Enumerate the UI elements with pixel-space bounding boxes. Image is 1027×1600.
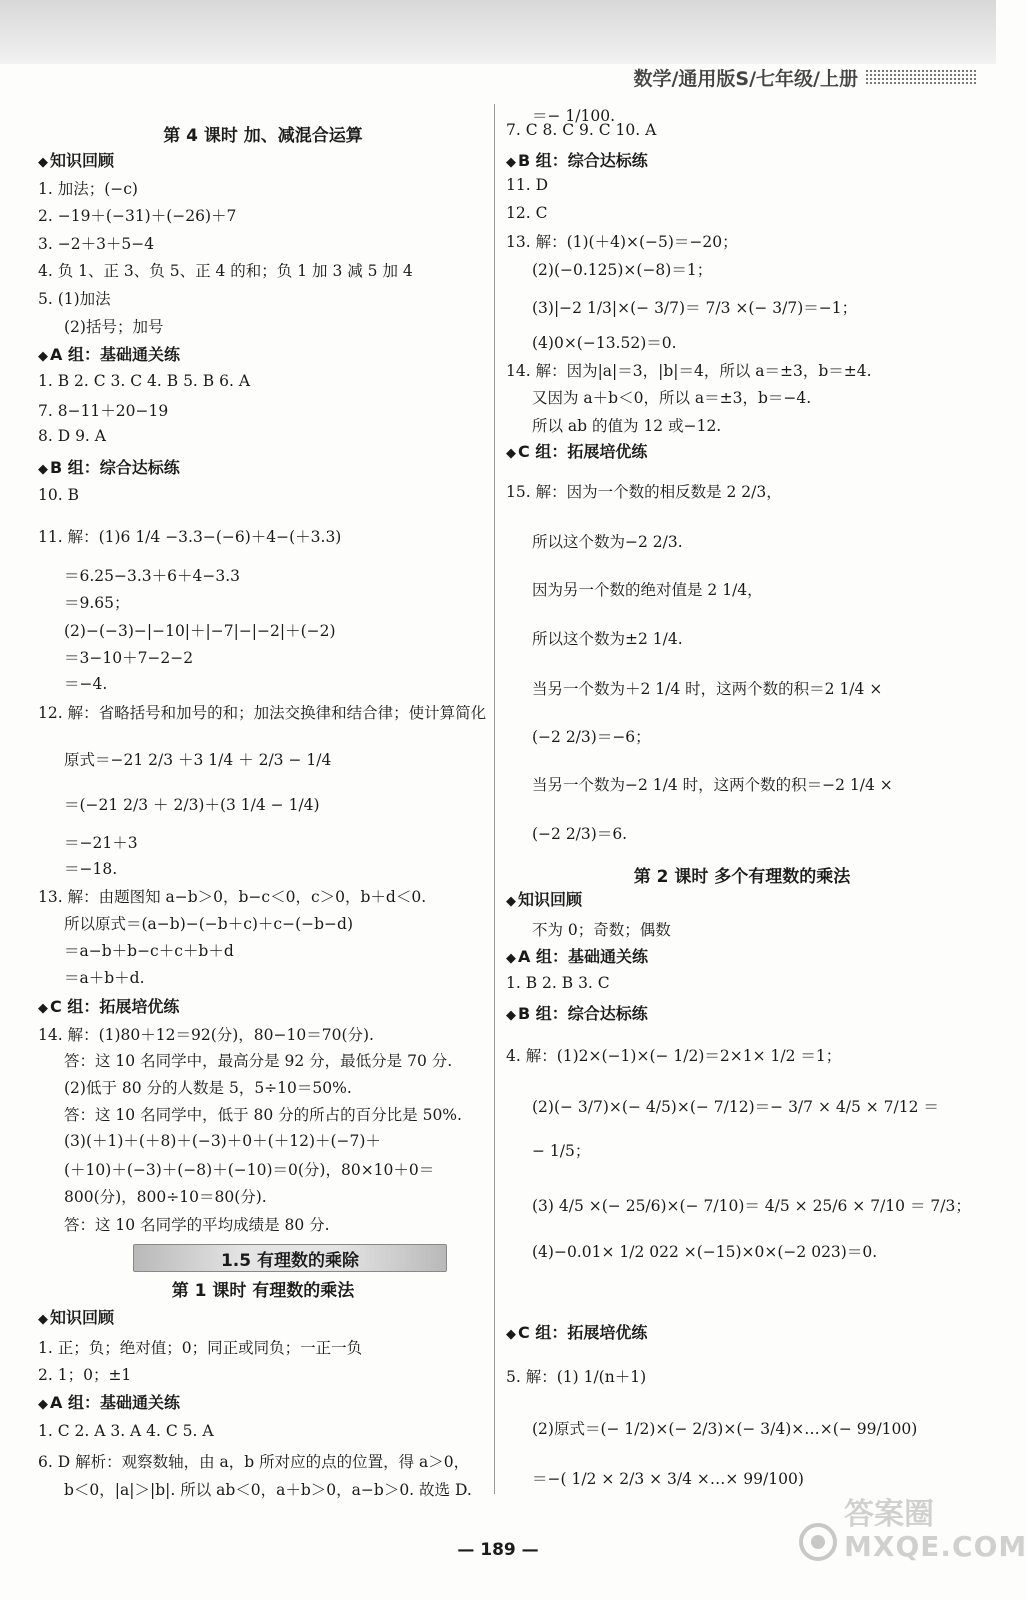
answer-line: (4)−0.01× 1/2 022 ×(−15)×0×(−2 023)＝0. [532, 1243, 878, 1261]
answer-line: 12. C [506, 204, 548, 222]
diamond-bullet-icon: ◆ [38, 462, 48, 477]
answer-line: − 1/5； [532, 1142, 591, 1160]
section-heading-text: 知识回顾 [50, 151, 115, 170]
section-heading [506, 944, 648, 967]
section-heading [506, 1320, 647, 1343]
answer-line: 3. −2＋3＋5−4 [38, 235, 155, 253]
answer-line: ＝3−10＋7−2−2 [64, 649, 194, 667]
section-heading [506, 1001, 648, 1024]
section-heading-text: B 组：综合达标练 [518, 1004, 648, 1023]
section-heading-text: A 组：基础通关练 [50, 345, 180, 364]
section-heading [506, 148, 648, 171]
section-heading-text: A 组：基础通关练 [50, 1393, 180, 1412]
diamond-bullet-icon: ◆ [38, 1397, 48, 1412]
answer-line: 14. 解：因为|a|＝3，|b|＝4，所以 a＝±3，b＝±4. [506, 362, 872, 380]
answer-line: (4)0×(−13.52)＝0. [532, 334, 677, 352]
answer-line: 11. D [506, 176, 549, 194]
answer-line: 14. 解：(1)80＋12＝92(分)，80−10＝70(分). [38, 1026, 374, 1044]
column-divider [494, 104, 495, 1494]
page-header [619, 62, 978, 92]
section-heading-text: C 组：拓展培优练 [518, 1323, 648, 1342]
answer-line: (2)(− 3/7)×(− 4/5)×(− 7/12)＝− 3/7 × 4/5 × 7/12 ＝ [532, 1098, 939, 1116]
answer-line: 11. 解：(1)6 1/4 −3.3−(−6)＋4−(＋3.3) [38, 528, 342, 546]
section-heading [38, 1305, 114, 1328]
answer-line: 6. D 解析：观察数轴，由 a，b 所对应的点的位置，得 a＞0， [38, 1453, 470, 1471]
watermark-logo [796, 1498, 1027, 1562]
answer-line: 所以这个数为−2 2/3. [532, 533, 683, 551]
answer-line: (2)低于 80 分的人数是 5，5÷10＝50%. [64, 1079, 352, 1097]
answer-line: ＝6.25−3.3＋6＋4−3.3 [64, 567, 241, 585]
answer-line: 1. B 2. B 3. C [506, 974, 610, 992]
section-heading [38, 455, 180, 478]
answer-line: ＝9.65； [64, 594, 130, 612]
section-heading [38, 994, 179, 1017]
diamond-bullet-icon: ◆ [506, 951, 516, 966]
diamond-bullet-icon: ◆ [38, 155, 48, 170]
section-banner [133, 1244, 447, 1272]
diamond-bullet-icon: ◆ [506, 1008, 516, 1023]
answer-line: 1. 加法；(−c) [38, 180, 138, 198]
answer-line: ＝−4. [64, 675, 108, 693]
answer-line: ＝−( 1/2 × 2/3 × 3/4 ×…× 99/100) [532, 1470, 804, 1488]
section-heading-text: A 组：基础通关练 [518, 947, 648, 966]
answer-line: (3)|−2 1/3|×(− 3/7)＝ 7/3 ×(− 3/7)＝−1； [532, 299, 858, 317]
diamond-bullet-icon: ◆ [506, 1327, 516, 1342]
answer-line: 4. 负 1、正 3、负 5、正 4 的和；负 1 加 3 减 5 加 4 [38, 262, 413, 280]
answer-line: 10. B [38, 486, 79, 504]
section-heading-text: C 组：拓展培优练 [50, 997, 180, 1016]
section-heading-text: C 组：拓展培优练 [518, 442, 648, 461]
answer-line: (＋10)＋(−3)＋(−8)＋(−10)＝0(分)，80×10＋0＝ [64, 1161, 435, 1179]
page-number: — 189 — [457, 1540, 539, 1560]
answer-line: ＝a＋b＋d. [64, 969, 145, 987]
diamond-bullet-icon: ◆ [38, 349, 48, 364]
answer-line: 800(分)，800÷10＝80(分). [64, 1188, 267, 1206]
answer-line: 13. 解：(1)(＋4)×(−5)＝−20； [506, 233, 738, 251]
diamond-bullet-icon: ◆ [506, 155, 516, 170]
diamond-bullet-icon: ◆ [506, 446, 516, 461]
top-band [0, 0, 996, 64]
answer-line: ＝− 1/100. [532, 107, 616, 125]
answer-line: (3) 4/5 ×(− 25/6)×(− 7/10)＝ 4/5 × 25/6 × 7/10 ＝ 7/3； [532, 1197, 971, 1215]
header-title: 数学/通用版S/七年级/上册 [619, 64, 866, 91]
answer-line: 当另一个数为−2 1/4 时，这两个数的积＝−2 1/4 × [532, 776, 893, 794]
section-heading [38, 342, 180, 365]
answer-line: 当另一个数为＋2 1/4 时，这两个数的积＝2 1/4 × [532, 680, 883, 698]
answer-line: (2)−(−3)−|−10|＋|−7|−|−2|＋(−2) [64, 622, 336, 640]
watermark-url: MXQE.COM [844, 1530, 1027, 1563]
answer-line: ＝a−b＋b−c＋c＋b＋d [64, 942, 234, 960]
answer-line: 原式＝−21 2/3 ＋3 1/4 ＋ 2/3 − 1/4 [64, 751, 332, 769]
diamond-bullet-icon: ◆ [506, 894, 516, 909]
section-heading [38, 1390, 180, 1413]
answer-line: 所以这个数为±2 1/4. [532, 630, 683, 648]
header-dots-decoration [866, 70, 978, 84]
answer-line: 1. 正；负；绝对值；0；同正或同负；一正一负 [38, 1339, 363, 1357]
watermark-circle-icon [796, 1522, 840, 1562]
answer-line: 5. (1)加法 [38, 290, 111, 308]
answer-line: ＝−21＋3 [64, 834, 138, 852]
answer-line: 4. 解：(1)2×(−1)×(− 1/2)＝2×1× 1/2 ＝1； [506, 1047, 842, 1065]
watermark-logo-text: 答案圈 [844, 1497, 934, 1532]
answer-line: 15. 解：因为一个数的相反数是 2 2/3， [506, 483, 782, 501]
answer-line: (2)(−0.125)×(−8)＝1； [532, 261, 713, 279]
answer-line: 13. 解：由题图知 a−b＞0，b−c＜0，c＞0，b＋d＜0. [38, 888, 427, 906]
answer-line: 2. −19＋(−31)＋(−26)＋7 [38, 207, 237, 225]
lesson-title: 第 4 课时 加、减混合运算 [163, 126, 363, 146]
section-banner-text: 1.5 有理数的乘除 [220, 1250, 360, 1271]
answer-line: 答：这 10 名同学的平均成绩是 80 分. [64, 1216, 330, 1234]
section-heading-text: B 组：综合达标练 [518, 151, 648, 170]
section-heading-text: 知识回顾 [518, 890, 583, 909]
answer-line: 所以 ab 的值为 12 或−12. [532, 417, 722, 435]
answer-line: 7. C 8. C 9. C 10. A [506, 121, 657, 139]
answer-line: (2)原式＝(− 1/2)×(− 2/3)×(− 3/4)×…×(− 99/100) [532, 1420, 918, 1438]
answer-line: 5. 解：(1) 1/(n＋1) [506, 1368, 647, 1386]
answer-line: b＜0，|a|＞|b|. 所以 ab＜0，a＋b＞0，a−b＞0. 故选 D. [64, 1481, 472, 1499]
section-heading-text: 知识回顾 [50, 1308, 115, 1327]
answer-line: 所以原式＝(a−b)−(−b＋c)＋c−(−b−d) [64, 915, 353, 933]
answer-line: 因为另一个数的绝对值是 2 1/4， [532, 581, 763, 599]
answer-line: (3)(＋1)＋(＋8)＋(−3)＋0＋(＋12)＋(−7)＋ [64, 1132, 381, 1150]
answer-line: 不为 0；奇数；偶数 [532, 921, 671, 939]
answer-line: 答：这 10 名同学中，低于 80 分的所占的百分比是 50%. [64, 1106, 462, 1124]
section-heading-text: B 组：综合达标练 [50, 458, 180, 477]
lesson-title: 第 1 课时 有理数的乘法 [171, 1281, 355, 1301]
answer-line: (−2 2/3)＝6. [532, 825, 628, 843]
answer-line: 7. 8−11＋20−19 [38, 402, 169, 420]
answer-line: 8. D 9. A [38, 427, 106, 445]
answer-line: 1. C 2. A 3. A 4. C 5. A [38, 1422, 214, 1440]
answer-line: 答：这 10 名同学中，最高分是 92 分，最低分是 70 分. [64, 1052, 453, 1070]
answer-line: ＝(−21 2/3 ＋ 2/3)＋(3 1/4 − 1/4) [64, 796, 320, 814]
diamond-bullet-icon: ◆ [38, 1001, 48, 1016]
answer-line: (−2 2/3)＝−6； [532, 728, 651, 746]
answer-line: 1. B 2. C 3. C 4. B 5. B 6. A [38, 372, 251, 390]
answer-line: 又因为 a＋b＜0，所以 a＝±3，b＝−4. [532, 389, 812, 407]
section-heading [38, 148, 114, 171]
section-heading [506, 887, 582, 910]
answer-line: 2. 1；0；±1 [38, 1366, 132, 1384]
answer-line: ＝−18. [64, 860, 118, 878]
answer-line: 12. 解：省略括号和加号的和；加法交换律和结合律；使计算简化 [38, 704, 487, 722]
answer-line: (2)括号；加号 [64, 318, 164, 336]
diamond-bullet-icon: ◆ [38, 1312, 48, 1327]
section-heading [506, 439, 647, 462]
lesson-title: 第 2 课时 多个有理数的乘法 [633, 867, 851, 887]
